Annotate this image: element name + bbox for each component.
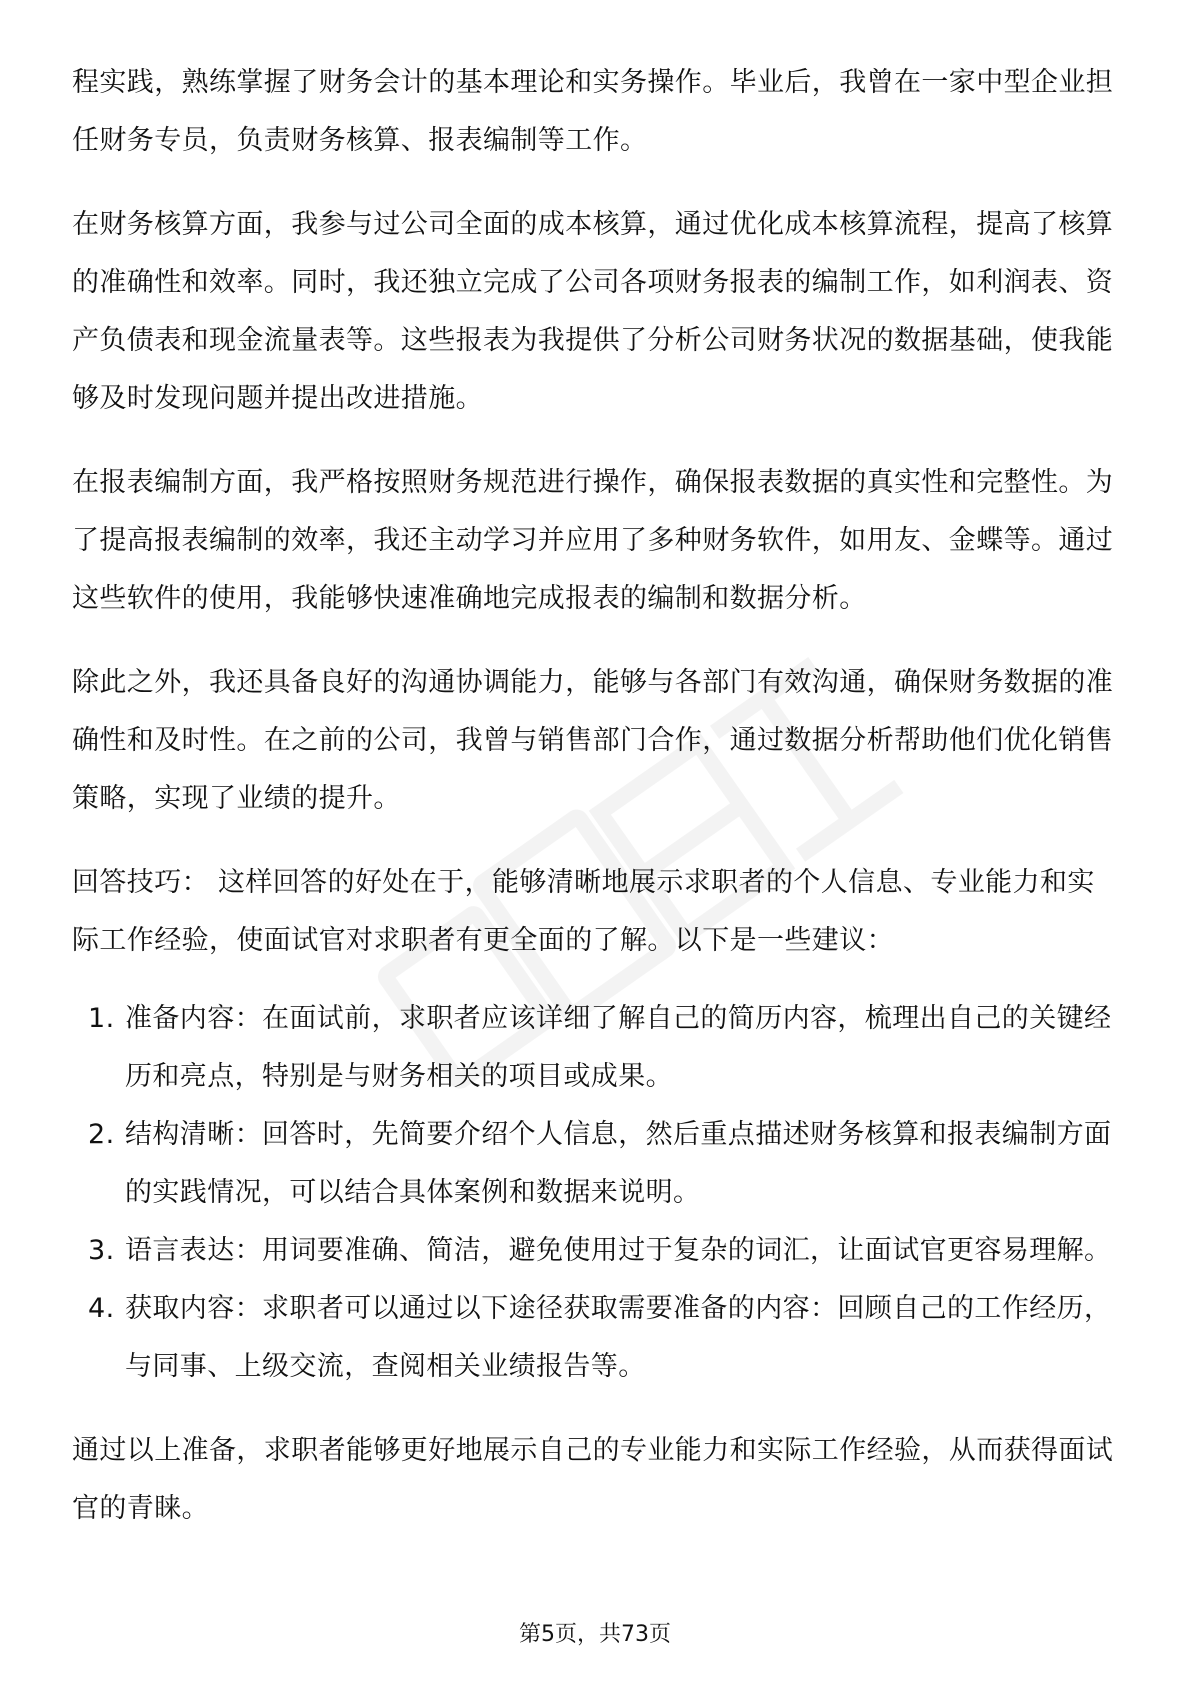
paragraph-intro: 程实践，熟练掌握了财务会计的基本理论和实务操作。毕业后，我曾在一家中型企业担任财务专员，负责财务核算、报表编制等工作。	[72, 67, 1114, 156]
page-number-footer: 第5页，共73页	[519, 1622, 671, 1647]
paragraph-accounting: 在财务核算方面，我参与过公司全面的成本核算，通过优化成本核算流程，提高了核算的准确性和效率。同时，我还独立完成了公司各项财务报表的编制工作，如利润表、资产负债表和现金流量表等。这些报表为我提供了分析公司财务状况的数据基础，使我能够及时发现问题并提出改进措施。	[72, 209, 1114, 414]
list-item-text: 准备内容：在面试前，求职者应该详细了解自己的简历内容，梳理出自己的关键经历和亮点，特别是与财务相关的项目或成果。	[125, 1003, 1112, 1092]
list-item-text: 获取内容：求职者可以通过以下途径获取需要准备的内容：回顾自己的工作经历，与同事、上级交流，查阅相关业绩报告等。	[125, 1293, 1112, 1382]
list-item-number: 4.	[88, 1293, 115, 1324]
list-item	[72, 1280, 1118, 1396]
list-item	[72, 1106, 1118, 1222]
list-item	[72, 990, 1118, 1106]
paragraph-closing: 通过以上准备，求职者能够更好地展示自己的专业能力和实际工作经验，从而获得面试官的青睐。	[72, 1435, 1114, 1524]
paragraph-tips-intro: 回答技巧： 这样回答的好处在于，能够清晰地展示求职者的个人信息、专业能力和实际工作经验，使面试官对求职者有更全面的了解。以下是一些建议：	[72, 867, 1095, 956]
list-item	[72, 1222, 1118, 1280]
list-item-text: 语言表达：用词要准确、简洁，避免使用过于复杂的词汇，让面试官更容易理解。	[125, 1235, 1112, 1266]
paragraph-communication: 除此之外，我还具备良好的沟通协调能力，能够与各部门有效沟通，确保财务数据的准确性和及时性。在之前的公司，我曾与销售部门合作，通过数据分析帮助他们优化销售策略，实现了业绩的提升。	[72, 667, 1114, 814]
list-item-number: 1.	[88, 1003, 115, 1034]
paragraph-reporting: 在报表编制方面，我严格按照财务规范进行操作，确保报表数据的真实性和完整性。为了提高报表编制的效率，我还主动学习并应用了多种财务软件，如用友、金蝶等。通过这些软件的使用，我能够快速准确地完成报表的编制和数据分析。	[72, 467, 1114, 614]
tips-list	[72, 990, 1118, 1396]
main-content	[72, 54, 1118, 1564]
list-item-number: 2.	[88, 1119, 115, 1150]
list-item-text: 结构清晰：回答时，先简要介绍个人信息，然后重点描述财务核算和报表编制方面的实践情况，可以结合具体案例和数据来说明。	[125, 1119, 1112, 1208]
list-item-number: 3.	[88, 1235, 115, 1266]
